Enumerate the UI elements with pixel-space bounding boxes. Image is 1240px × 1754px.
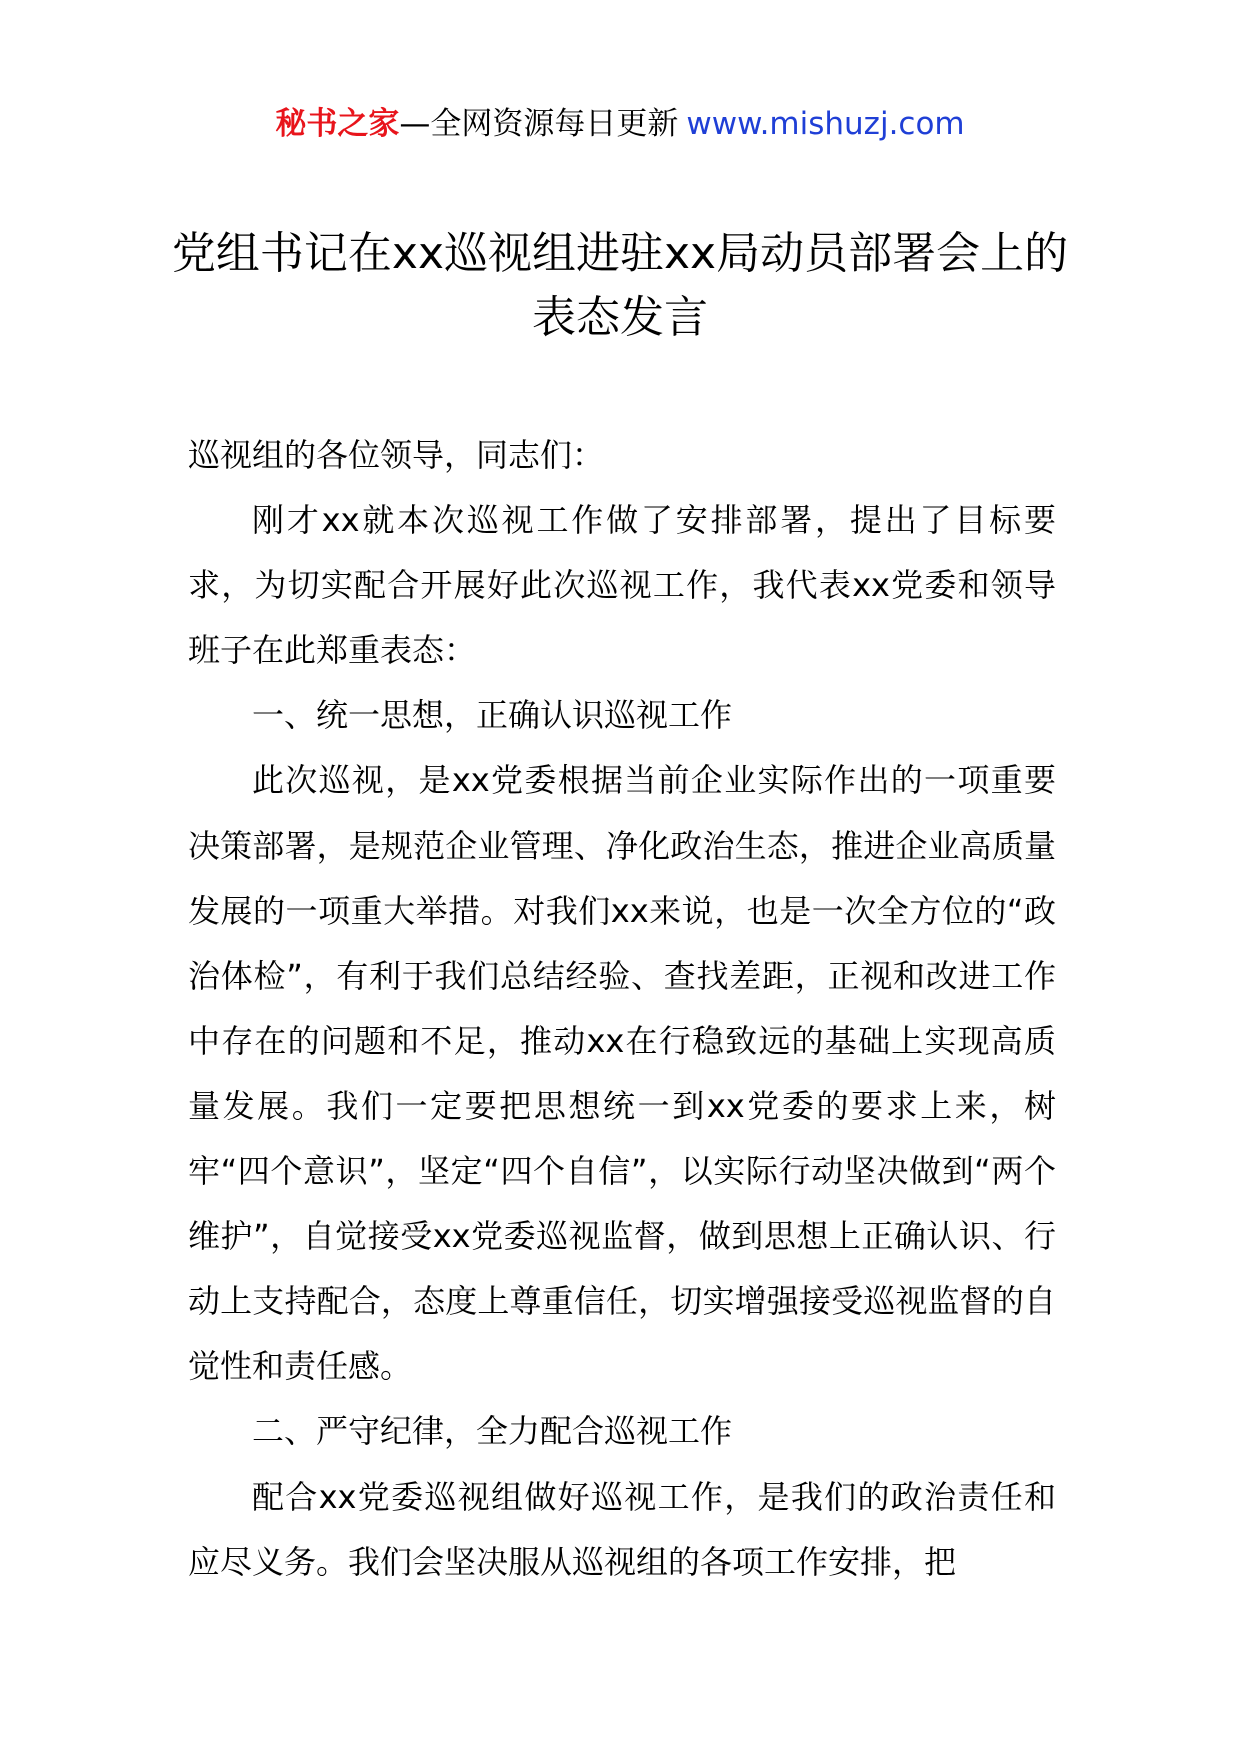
paragraph: 配合xx党委巡视组做好巡视工作，是我们的政治责任和应尽义务。我们会坚决服从巡视组的各项工作安排，把	[188, 1477, 1056, 1581]
brand-name: 秘书之家	[275, 106, 400, 142]
paragraph: 刚才xx就本次巡视工作做了安排部署，提出了目标要求，为切实配合开展好此次巡视工作，我代表xx党委和领导班子在此郑重表态：	[188, 501, 1056, 670]
site-url-link[interactable]: www.mishuzj.com	[686, 106, 965, 142]
header-slogan: —全网资源每日更新	[399, 106, 679, 142]
section-heading: 二、严守纪律，全力配合巡视工作	[252, 1412, 733, 1451]
site-header	[0, 102, 1240, 146]
paragraph: 此次巡视，是xx党委根据当前企业实际作出的一项重要决策部署，是规范企业管理、净化政治生态，推进企业高质量发展的一项重大举措。对我们xx来说，也是一次全方位的“政治体检”，有利于我们总结经验、查找差距，正视和改进工作中存在的问题和不足，推动xx在行稳致远的基础上实现高质量发展。我们一定要把思想统一到xx党委的要求上来，树牢“四个意识”，坚定“四个自信”，以实际行动坚决做到“两个维护”，自觉接受xx党委巡视监督，做到思想上正确认识、行动上支持配合，态度上尊重信任，切实增强接受巡视监督的自觉性和责任感。	[188, 761, 1056, 1386]
section-heading: 一、统一思想，正确认识巡视工作	[252, 696, 733, 735]
salutation: 巡视组的各位领导，同志们：	[188, 436, 605, 474]
document-body	[188, 423, 1056, 1595]
document-title: 党组书记在xx巡视组进驻xx局动员部署会上的表态发言	[171, 228, 1069, 343]
